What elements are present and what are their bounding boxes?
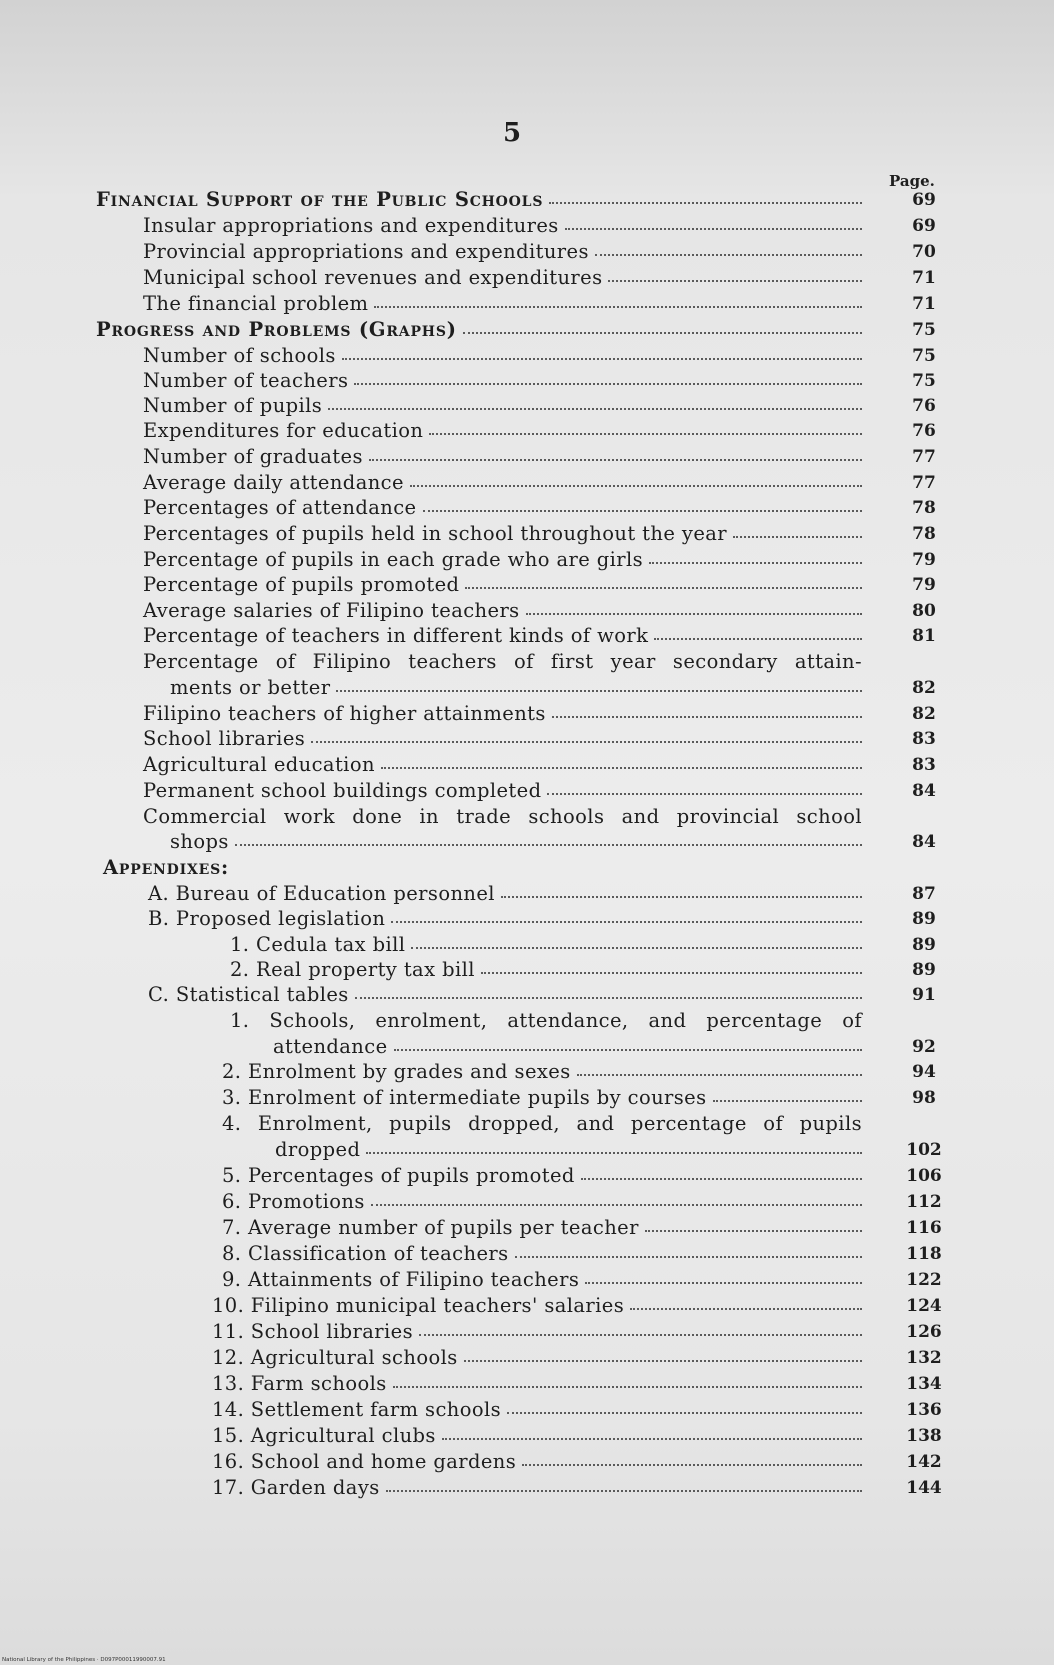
dot-leader (481, 972, 862, 974)
dot-leader (547, 793, 862, 795)
toc-entry-title: 5. Percentages of pupils promoted (222, 1164, 575, 1187)
toc-page-number: 132 (906, 1348, 942, 1368)
toc-entry (230, 933, 405, 957)
toc-entry (222, 1268, 579, 1292)
toc-entry (143, 266, 602, 290)
footer-caption: National Library of the Philippines · D097P00011990007.91 (2, 1657, 166, 1663)
toc-entry-title: Percentages of pupils held in school throughout the year (143, 522, 728, 545)
toc-page-number: 94 (912, 1062, 936, 1082)
toc-entry (222, 1112, 862, 1136)
dot-leader (608, 280, 862, 282)
dot-leader (630, 1308, 862, 1310)
dot-leader (328, 408, 862, 410)
toc-entry-title: 9. Attainments of Filipino teachers (222, 1268, 580, 1291)
dot-leader (654, 638, 862, 640)
toc-entry (143, 753, 375, 777)
toc-page-number: 69 (912, 190, 936, 210)
toc-entry-title: B. Proposed legislation (148, 907, 386, 930)
toc-entry-title: 4. Enrolment, pupils dropped, and percentage of pupils (222, 1112, 862, 1135)
toc-page-number: 83 (912, 729, 936, 749)
toc-entry-title: Number of schools (143, 344, 336, 367)
toc-entry (143, 240, 589, 264)
toc-entry-title: 12. Agricultural schools (212, 1346, 458, 1369)
toc-entry-title: 1. Schools, enrolment, attendance, and percentage of (230, 1009, 862, 1032)
dot-leader (713, 1100, 862, 1102)
toc-page-number: 81 (912, 626, 936, 646)
toc-page-number: 84 (912, 781, 936, 801)
toc-entry (212, 1372, 387, 1396)
toc-entry-title: Financial Support of the Public Schools (96, 188, 544, 211)
toc-page-number: 69 (912, 216, 936, 236)
toc-entry (170, 830, 229, 854)
toc-entry-title: 7. Average number of pupils per teacher (222, 1216, 639, 1239)
toc-entry-title: ments or better (170, 676, 331, 699)
dot-leader (507, 1412, 862, 1414)
dot-leader (342, 358, 862, 360)
toc-entry-title: 14. Settlement farm schools (212, 1398, 502, 1421)
toc-entry (103, 856, 229, 880)
toc-page-number: 106 (906, 1166, 942, 1186)
toc-entry-title: Commercial work done in trade schools and provincial school (143, 805, 862, 828)
toc-page-number: 77 (912, 473, 936, 493)
dot-leader (429, 433, 862, 435)
toc-entry-title: Number of graduates (143, 445, 363, 468)
toc-page-number: 82 (912, 704, 936, 724)
toc-entry-title: Average daily attendance (143, 471, 404, 494)
dot-leader (595, 254, 862, 256)
toc-entry (230, 958, 475, 982)
toc-entry-title: C. Statistical tables (148, 983, 349, 1006)
toc-entry (143, 702, 546, 726)
toc-entry-title: 11. School libraries (212, 1320, 413, 1343)
toc-entry-title: 16. School and home gardens (212, 1450, 517, 1473)
toc-entry (222, 1190, 365, 1214)
toc-entry-title: 8. Classification of teachers (222, 1242, 509, 1265)
dot-leader (336, 690, 862, 692)
toc-entry (96, 318, 457, 342)
dot-leader (419, 1334, 862, 1336)
toc-page-number: 71 (912, 268, 936, 288)
dot-leader (549, 202, 862, 204)
toc-page-number: 78 (912, 498, 936, 518)
toc-page-number: 112 (906, 1192, 942, 1212)
toc-entry-title: 3. Enrolment of intermediate pupils by courses (222, 1086, 707, 1109)
toc-page-number: 134 (906, 1374, 942, 1394)
toc-entry (222, 1164, 575, 1188)
toc-entry-title: Insular appropriations and expenditures (143, 214, 559, 237)
toc-entry (212, 1476, 380, 1500)
dot-leader (411, 947, 862, 949)
toc-page-number: 75 (912, 346, 936, 366)
dot-leader (645, 1230, 862, 1232)
toc-entry (212, 1398, 501, 1422)
toc-entry-title: attendance (273, 1035, 388, 1058)
dot-leader (391, 921, 862, 923)
toc-entry (143, 727, 305, 751)
toc-entry (170, 676, 330, 700)
toc-entry (212, 1424, 436, 1448)
toc-page-number: 78 (912, 524, 936, 544)
dot-leader (577, 1074, 862, 1076)
toc-entry-title: 6. Promotions (222, 1190, 365, 1213)
toc-entry-title: Progress and Problems (Graphs) (96, 318, 457, 341)
toc-page-number: 98 (912, 1088, 936, 1108)
toc-entry (143, 496, 417, 520)
toc-entry (143, 624, 648, 648)
toc-entry (222, 1216, 639, 1240)
toc-entry-title: Percentages of attendance (143, 496, 417, 519)
toc-page-number: 77 (912, 447, 936, 467)
toc-entry (143, 419, 423, 443)
dot-leader (386, 1490, 862, 1492)
toc-page-number: 136 (906, 1400, 942, 1420)
toc-entry (143, 445, 363, 469)
toc-page-number: 89 (912, 935, 936, 955)
toc-entry (143, 805, 862, 829)
dot-leader (463, 332, 862, 334)
toc-entry (222, 1086, 707, 1110)
toc-entry-title: School libraries (143, 727, 306, 750)
toc-entry (143, 650, 862, 674)
dot-leader (501, 896, 862, 898)
toc-page-number: 122 (906, 1270, 942, 1290)
toc-page-number: 144 (906, 1478, 942, 1498)
toc-entry-title: 2. Enrolment by grades and sexes (222, 1060, 571, 1083)
toc-page-number: 80 (912, 601, 936, 621)
toc-entry-title: Number of teachers (143, 369, 349, 392)
toc-entry-title: Percentage of pupils promoted (143, 573, 460, 596)
toc-entry (143, 471, 404, 495)
toc-entry-title: dropped (275, 1138, 361, 1161)
toc-page-number: 116 (906, 1218, 942, 1238)
toc-page-number: 70 (912, 242, 936, 262)
toc-page-number: 142 (906, 1452, 942, 1472)
toc-entry (212, 1294, 624, 1318)
dot-leader (526, 613, 862, 615)
page-number: 5 (502, 118, 522, 148)
toc-page-number: 87 (912, 884, 936, 904)
toc-entry-title: Average salaries of Filipino teachers (143, 599, 520, 622)
toc-entry-title: Provincial appropriations and expenditures (143, 240, 589, 263)
toc-entry (148, 907, 385, 931)
dot-leader (649, 562, 862, 564)
toc-entry (212, 1450, 516, 1474)
toc-entry-title: 1. Cedula tax bill (230, 933, 406, 956)
dot-leader (464, 1360, 862, 1362)
dot-leader (423, 510, 863, 512)
toc-page-number: 76 (912, 421, 936, 441)
dot-leader (522, 1464, 862, 1466)
toc-page-number: 75 (912, 371, 936, 391)
toc-entry-title: The financial problem (143, 292, 369, 315)
toc-entry-title: 10. Filipino municipal teachers' salaries (212, 1294, 625, 1317)
toc-entry-title: Number of pupils (143, 394, 323, 417)
dot-leader (515, 1256, 862, 1258)
dot-leader (465, 587, 862, 589)
page-column-heading: Page. (889, 172, 935, 190)
toc-page-number: 102 (906, 1140, 942, 1160)
toc-entry-title: shops (170, 830, 229, 853)
toc-page-number: 79 (912, 550, 936, 570)
toc-entry (96, 188, 543, 212)
dot-leader (565, 228, 862, 230)
toc-page-number: 124 (906, 1296, 942, 1316)
toc-entry-title: Expenditures for education (143, 419, 424, 442)
dot-leader (354, 383, 862, 385)
toc-entry-title: 2. Real property tax bill (230, 958, 475, 981)
toc-entry-title: 13. Farm schools (212, 1372, 387, 1395)
dot-leader (374, 306, 862, 308)
toc-entry-title: Percentage of Filipino teachers of first year secondary attain- (143, 650, 862, 673)
dot-leader (311, 741, 862, 743)
toc-page-number: 92 (912, 1037, 936, 1057)
toc-page-number: 118 (906, 1244, 942, 1264)
toc-page-number: 89 (912, 909, 936, 929)
toc-entry-title: Municipal school revenues and expenditures (143, 266, 603, 289)
toc-entry (230, 1009, 862, 1033)
toc-page-number: 126 (906, 1322, 942, 1342)
toc-entry-title: Percentage of pupils in each grade who are girls (143, 548, 644, 571)
dot-leader (585, 1282, 862, 1284)
toc-entry-title: Percentage of teachers in different kinds of work (143, 624, 649, 647)
toc-page-number: 79 (912, 575, 936, 595)
toc-entry (148, 882, 495, 906)
dot-leader (371, 1204, 862, 1206)
dot-leader (366, 1152, 862, 1154)
dot-leader (552, 716, 862, 718)
toc-entry-title: A. Bureau of Education personnel (148, 882, 495, 905)
toc-page-number: 89 (912, 960, 936, 980)
toc-entry (143, 214, 559, 238)
toc-entry-title: 15. Agricultural clubs (212, 1424, 436, 1447)
toc-entry (143, 599, 520, 623)
dot-leader (581, 1178, 862, 1180)
toc-entry (143, 779, 541, 803)
toc-page-number: 91 (912, 985, 936, 1005)
dot-leader (369, 459, 862, 461)
dot-leader (410, 485, 862, 487)
toc-entry (143, 369, 348, 393)
toc-page-number: 75 (912, 320, 936, 340)
toc-entry (148, 983, 349, 1007)
toc-entry (143, 344, 336, 368)
toc-entry (222, 1060, 571, 1084)
dot-leader (442, 1438, 862, 1440)
toc-entry-title: Appendixes: (103, 856, 229, 879)
toc-page-number: 84 (912, 832, 936, 852)
toc-entry (275, 1138, 360, 1162)
toc-page-number: 71 (912, 294, 936, 314)
toc-entry (143, 548, 643, 572)
dot-leader (393, 1386, 862, 1388)
toc-entry (212, 1320, 413, 1344)
dot-leader (355, 997, 862, 999)
toc-entry (143, 292, 368, 316)
toc-page-number: 83 (912, 755, 936, 775)
toc-entry (273, 1035, 388, 1059)
toc-page-number: 76 (912, 396, 936, 416)
toc-page-number: 82 (912, 678, 936, 698)
toc-entry-title: 17. Garden days (212, 1476, 380, 1499)
toc-entry (143, 394, 322, 418)
toc-page-number: 138 (906, 1426, 942, 1446)
toc-entry (212, 1346, 458, 1370)
toc-entry (143, 522, 727, 546)
toc-entry (222, 1242, 509, 1266)
dot-leader (381, 767, 862, 769)
toc-entry (143, 573, 459, 597)
toc-entry-title: Filipino teachers of higher attainments (143, 702, 546, 725)
toc-entry-title: Permanent school buildings completed (143, 779, 542, 802)
toc-entry-title: Agricultural education (143, 753, 375, 776)
dot-leader (235, 844, 862, 846)
dot-leader (394, 1049, 862, 1051)
dot-leader (733, 536, 862, 538)
